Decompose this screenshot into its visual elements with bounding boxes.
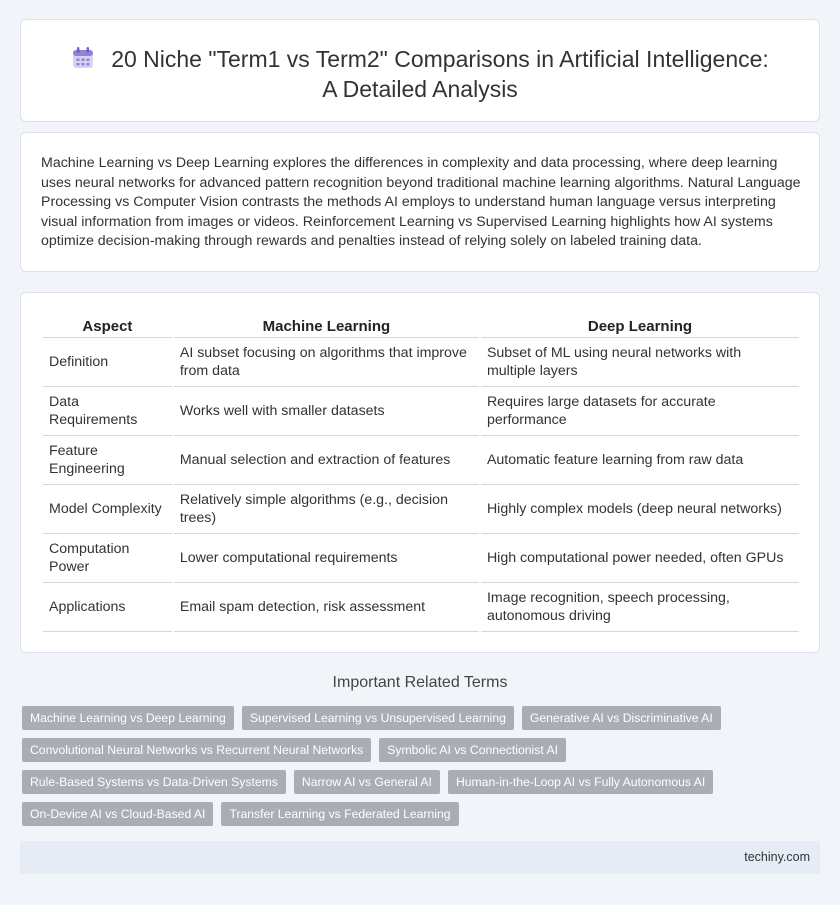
related-term-tag[interactable]: Rule-Based Systems vs Data-Driven Systems <box>22 770 286 794</box>
footer-site[interactable]: techiny.com <box>744 850 810 864</box>
table-row <box>43 534 799 583</box>
related-term-tag[interactable]: Machine Learning vs Deep Learning <box>22 706 234 730</box>
dl-cell: High computational power needed, often GPUs <box>481 534 799 583</box>
header-aspect: Aspect <box>43 313 172 338</box>
title-line-1: 20 Niche "Term1 vs Term2" Comparisons in Artificial Intelligence: <box>111 46 769 72</box>
ml-cell: Works well with smaller datasets <box>174 387 479 436</box>
calendar-icon <box>71 46 95 70</box>
dl-cell: Automatic feature learning from raw data <box>481 436 799 485</box>
table-header-row <box>43 313 799 338</box>
related-term-tag[interactable]: Narrow AI vs General AI <box>294 770 440 794</box>
header-deep-learning: Deep Learning <box>481 313 799 338</box>
related-term-tag[interactable]: Human-in-the-Loop AI vs Fully Autonomous AI <box>448 770 713 794</box>
ml-cell: Email spam detection, risk assessment <box>174 583 479 632</box>
summary-text: Machine Learning vs Deep Learning explores the differences in complexity and data processing, where deep learning uses neural networks for advanced pattern recognition beyond traditional machine learning algorithms. Natural Language Processing vs Computer Vision contrasts the methods AI employs to understand human language versus interpreting visual information from images or videos. Reinforcement Learning vs Supervised Learning highlights how AI systems optimize decision-making through rewards and penalties instead of relying solely on labeled training data. <box>41 155 801 250</box>
aspect-cell: Definition <box>43 338 172 387</box>
title-line-2: A Detailed Analysis <box>322 76 518 102</box>
dl-cell: Image recognition, speech processing, autonomous driving <box>481 583 799 632</box>
table-row <box>43 583 799 632</box>
header-card <box>20 19 820 122</box>
comparison-table <box>41 313 801 632</box>
related-terms-title: Important Related Terms <box>332 674 508 691</box>
related-term-tag[interactable]: Generative AI vs Discriminative AI <box>522 706 721 730</box>
dl-cell: Subset of ML using neural networks with multiple layers <box>481 338 799 387</box>
page-title <box>21 44 819 104</box>
table-row <box>43 436 799 485</box>
table-row <box>43 338 799 387</box>
header-machine-learning: Machine Learning <box>174 313 479 338</box>
footer <box>20 841 820 874</box>
comparison-table-card <box>20 292 820 653</box>
table-row <box>43 387 799 436</box>
ml-cell: Lower computational requirements <box>174 534 479 583</box>
related-terms-list <box>22 706 822 826</box>
table-row <box>43 485 799 534</box>
related-term-tag[interactable]: Convolutional Neural Networks vs Recurrent Neural Networks <box>22 738 371 762</box>
summary-card <box>20 132 820 272</box>
related-term-tag[interactable]: Transfer Learning vs Federated Learning <box>221 802 458 826</box>
dl-cell: Highly complex models (deep neural networks) <box>481 485 799 534</box>
related-term-tag[interactable]: Supervised Learning vs Unsupervised Learning <box>242 706 514 730</box>
aspect-cell: Data Requirements <box>43 387 172 436</box>
aspect-cell: Applications <box>43 583 172 632</box>
aspect-cell: Computation Power <box>43 534 172 583</box>
ml-cell: Manual selection and extraction of features <box>174 436 479 485</box>
ml-cell: Relatively simple algorithms (e.g., decision trees) <box>174 485 479 534</box>
ml-cell: AI subset focusing on algorithms that improve from data <box>174 338 479 387</box>
related-term-tag[interactable]: On-Device AI vs Cloud-Based AI <box>22 802 213 826</box>
aspect-cell: Model Complexity <box>43 485 172 534</box>
aspect-cell: Feature Engineering <box>43 436 172 485</box>
related-term-tag[interactable]: Symbolic AI vs Connectionist AI <box>379 738 566 762</box>
dl-cell: Requires large datasets for accurate performance <box>481 387 799 436</box>
